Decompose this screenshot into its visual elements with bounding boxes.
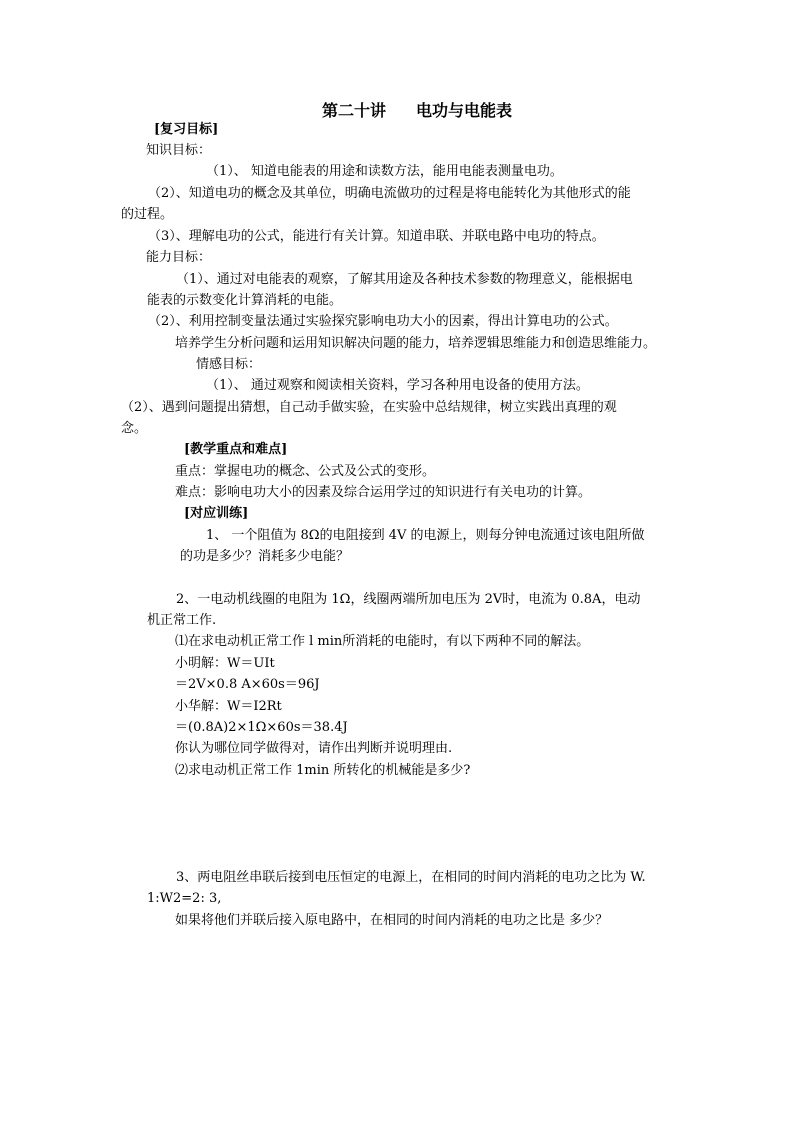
xiaoming-calculation: ＝2V×0.8 A×60s＝96J	[175, 677, 320, 692]
emotion-item-2: （2）、遇到问题提出猜想，自己动手做实验，在实验中总结规律，树立实践出真理的观	[121, 400, 617, 415]
difficulty-point: 难点：影响电功大小的因素及综合运用学过的知识进行有关电功的计算。	[175, 485, 592, 500]
emotion-item-2-cont: 念。	[121, 421, 148, 436]
knowledge-item-2: （2）、知道电功的概念及其单位，明确电流做功的过程是将电能转化为其他形式的能	[148, 186, 631, 201]
question-3-cont: 1:W2=2: 3,	[147, 891, 222, 906]
ability-item-3: 培养学生分析问题和运用知识解决问题的能力，培养逻辑思维能力和创造思维能力。	[175, 336, 657, 351]
xiaohua-solution: 小华解：W＝I2Rt	[175, 699, 282, 714]
page-title	[322, 98, 512, 121]
question-2-part-1: ⑴在求电动机正常工作 l min所消耗的电能时，有以下两种不同的解法。	[175, 634, 590, 649]
lecture-number: 第二十讲	[322, 101, 387, 120]
question-2: 2、一电动机线圈的电阻为 1Ω，线圈两端所加电压为 2V时，电流为 0.8A，电动	[176, 592, 641, 607]
emotion-label: 情感目标：	[196, 357, 262, 372]
practice-heading: [对应训练]	[184, 506, 249, 521]
xiaoming-solution: 小明解：W＝UIt	[175, 656, 275, 671]
knowledge-item-2-cont: 的过程。	[121, 207, 174, 222]
emotion-item-1: （1）、 通过观察和阅读相关资料，学习各种用电设备的使用方法。	[206, 378, 589, 393]
question-2-cont: 机正常工作.	[147, 613, 217, 628]
xiaohua-calculation: ＝(0.8A)2×1Ω×60s＝38.4J	[175, 720, 348, 735]
question-2-part-2: ⑵求电动机正常工作 1min 所转化的机械能是多少?	[175, 763, 471, 778]
knowledge-item-3: （3）、理解电功的公式，能进行有关计算。知道串联、并联电路中电功的特点。	[148, 229, 605, 244]
knowledge-item-1: （1）、 知道电能表的用途和读数方法，能用电能表测量电功。	[206, 164, 563, 179]
ability-item-1-cont: 能表的示数变化计算消耗的电能。	[147, 293, 343, 308]
question-1-cont: 的功是多少？消耗多少电能？	[180, 549, 350, 564]
question-3: 3、两电阻丝串联后接到电压恒定的电源上，在相同的时间内消耗的电功之比为 W.	[176, 870, 646, 885]
review-heading: [复习目标]	[154, 122, 219, 137]
question-3-ask: 如果将他们并联后接入原电路中，在相同的时间内消耗的电功之比是 多少？	[175, 913, 609, 928]
key-points-heading: [教学重点和难点]	[184, 442, 288, 457]
question-1: 1、 一个阻值为 8Ω的电阻接到 4V 的电源上，则每分钟电流通过该电阻所做	[206, 528, 645, 543]
ability-label: 能力目标：	[146, 250, 212, 265]
lecture-topic: 电功与电能表	[416, 101, 513, 120]
ability-item-1: （1）、通过对电能表的观察，了解其用途及各种技术参数的物理意义，能根据电	[176, 272, 633, 287]
question-2-judgement: 你认为哪位同学做得对，请作出判断并说明理由.	[175, 741, 453, 756]
ability-item-2: （2）、利用控制变量法通过实验探究影响电功大小的因素，得出计算电功的公式。	[148, 314, 618, 329]
focus-point: 重点：掌握电功的概念、公式及公式的变形。	[175, 464, 436, 479]
knowledge-label: 知识目标：	[146, 143, 212, 158]
